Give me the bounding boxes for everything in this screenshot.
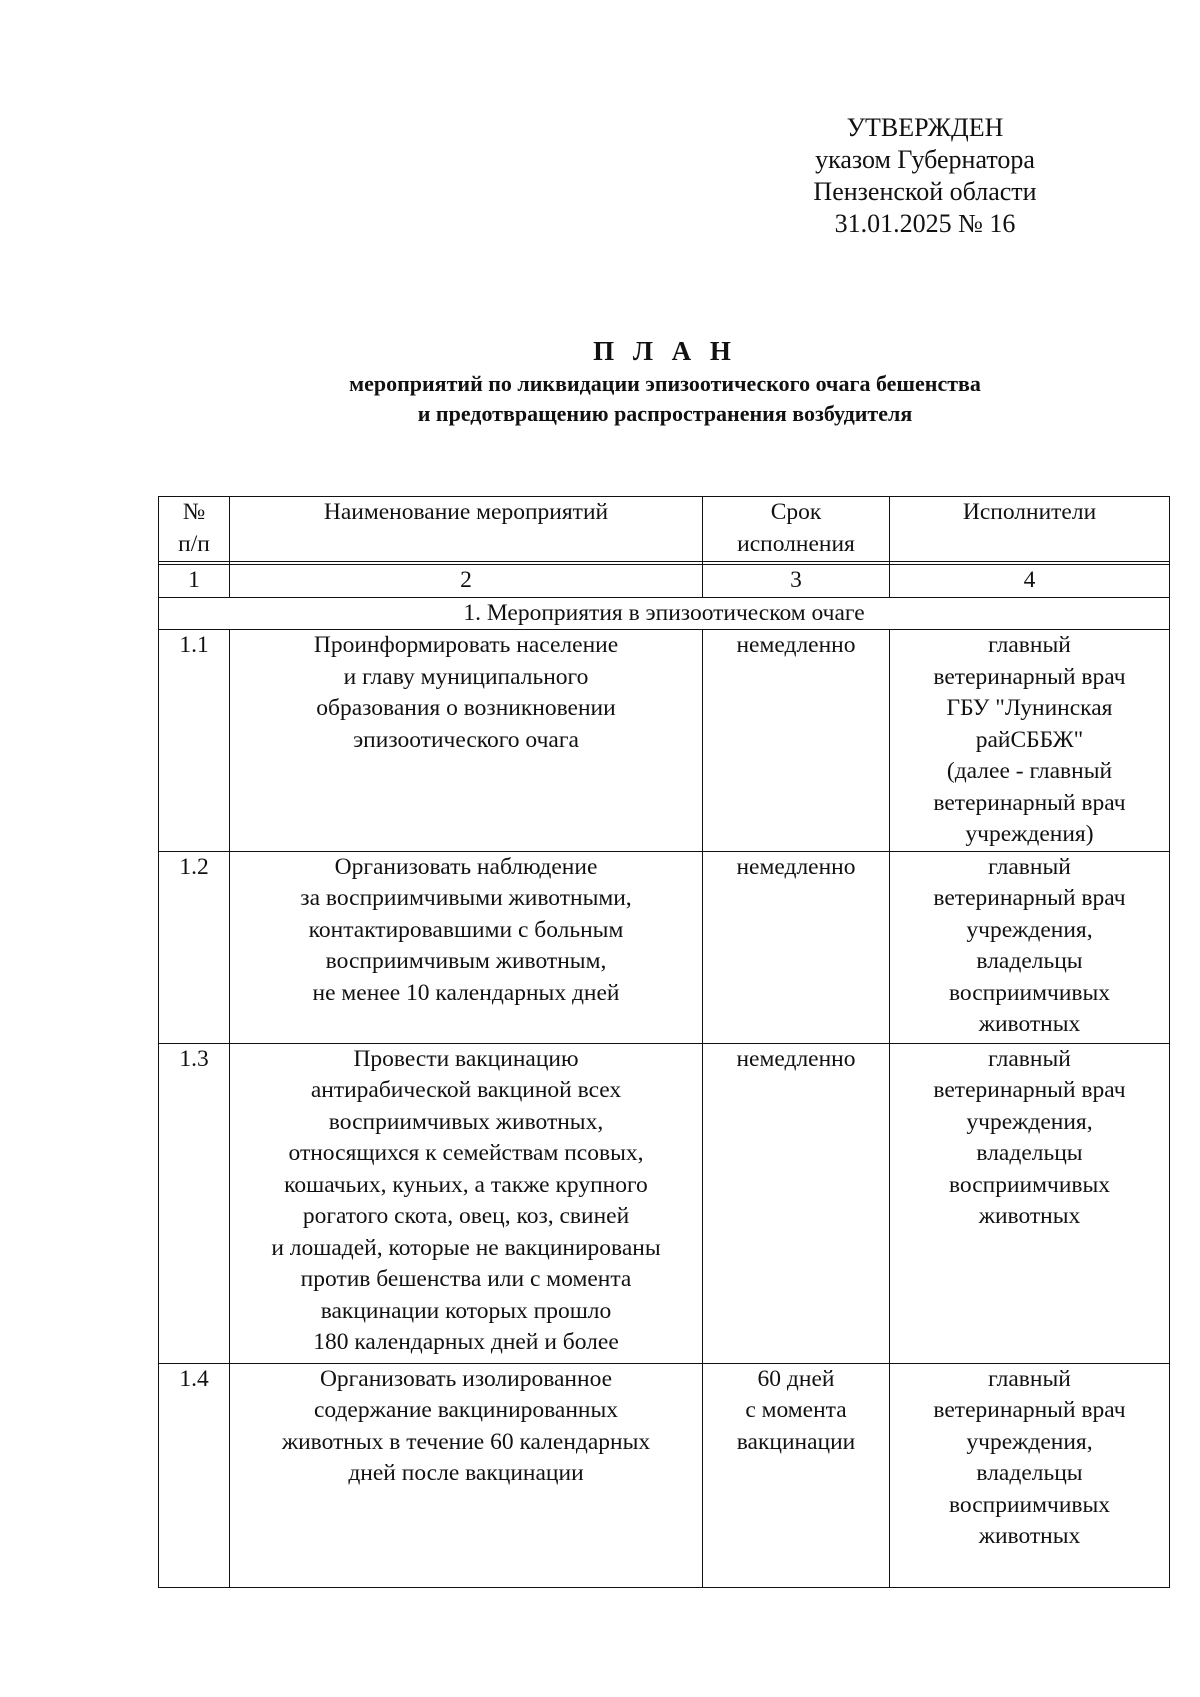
row-name-line: животных в течение 60 календарных <box>281 1428 651 1455</box>
row-executors <box>890 630 1170 852</box>
row-executors-line: восприимчивых <box>948 1171 1111 1198</box>
approval-line-3: Пензенской области <box>813 177 1037 206</box>
row-name-line: образования о возникновении <box>316 695 616 721</box>
header-term-line: Срок <box>770 499 822 525</box>
row-name-line: против бешенства или с момента <box>300 1266 632 1292</box>
row-name-line: дней после вакцинации <box>348 1460 584 1486</box>
row-executors-line: ветеринарный врач <box>933 663 1126 690</box>
row-number: 1.2 <box>159 851 230 1043</box>
section-title: 1. Мероприятия в эпизоотическом очаге <box>159 597 1170 630</box>
row-term-line: вакцинации <box>736 1428 856 1455</box>
row-executors <box>890 851 1170 1043</box>
header-executors <box>890 497 1170 562</box>
table-header-row <box>159 497 1170 562</box>
row-name-line: кошачьих, куньих, а также крупного <box>284 1171 648 1198</box>
row-name-line: не менее 10 календарных дней <box>312 979 620 1006</box>
header-name <box>230 497 703 562</box>
row-term-line: немедленно <box>736 632 856 658</box>
row-number: 1.4 <box>159 1363 230 1587</box>
row-name-line: и главу муниципального <box>343 663 589 690</box>
row-name <box>230 630 703 852</box>
row-term-line: немедленно <box>736 853 856 880</box>
column-number: 2 <box>230 565 703 598</box>
row-term <box>703 851 890 1043</box>
row-executors-line: главный <box>988 632 1071 658</box>
header-num-line: № <box>182 499 206 525</box>
row-term <box>703 1043 890 1363</box>
table-row <box>159 630 1170 852</box>
header-executors-line: Исполнители <box>962 499 1097 525</box>
row-name-line: рогатого скота, овец, коз, свиней <box>302 1203 630 1229</box>
row-name-line: Организовать наблюдение <box>334 853 598 880</box>
row-number: 1.3 <box>159 1043 230 1363</box>
row-name <box>230 851 703 1043</box>
row-name-line: относящихся к семействам псовых, <box>288 1140 644 1166</box>
row-executors-line: (далее - главный <box>946 758 1113 784</box>
row-executors-line: ветеринарный врач <box>933 885 1126 911</box>
row-executors <box>890 1363 1170 1587</box>
column-number: 3 <box>703 565 890 598</box>
row-executors-line: ветеринарный врач <box>933 789 1126 816</box>
row-executors-line: главный <box>988 1365 1071 1392</box>
approval-line-4: 31.01.2025 № 16 <box>834 209 1016 238</box>
header-term-line: исполнения <box>737 530 855 557</box>
document-title <box>140 333 1190 429</box>
row-term <box>703 630 890 852</box>
table-row <box>159 851 1170 1043</box>
row-executors-line: ветеринарный врач <box>933 1077 1126 1103</box>
row-executors <box>890 1043 1170 1363</box>
approval-line-2: указом Губернатора <box>815 145 1035 174</box>
table-row <box>159 1043 1170 1363</box>
row-term <box>703 1363 890 1587</box>
row-executors-line: главный <box>988 1045 1071 1072</box>
row-name-line: антирабической вакциной всех <box>310 1077 622 1103</box>
row-term-line: немедленно <box>736 1045 856 1072</box>
row-number: 1.1 <box>159 630 230 852</box>
row-name-line: Организовать изолированное <box>319 1365 613 1392</box>
row-name-line: содержание вакцинированных <box>313 1397 619 1423</box>
header-num-line: п/п <box>178 530 210 557</box>
row-executors-line: ГБУ "Лунинская <box>946 695 1113 721</box>
column-numbers-row <box>159 565 1170 598</box>
row-name <box>230 1043 703 1363</box>
row-executors-line: райСББЖ" <box>975 726 1084 753</box>
row-executors-line: учреждения, <box>966 1428 1093 1455</box>
title-line-1: мероприятий по ликвидации эпизоотического очага бешенства <box>349 371 981 396</box>
column-number: 1 <box>159 565 230 598</box>
row-executors-line: животных <box>978 1523 1081 1549</box>
row-executors-line: животных <box>978 1203 1081 1229</box>
section-row <box>159 597 1170 630</box>
approval-line-1: УТВЕРЖДЕН <box>846 113 1004 142</box>
row-name-line: восприимчивым животным, <box>325 948 607 974</box>
row-name-line: Провести вакцинацию <box>353 1045 579 1072</box>
row-name-line: и лошадей, которые не вакцинированы <box>271 1234 661 1261</box>
plan-table <box>158 496 1170 1588</box>
row-name-line: 180 календарных дней и более <box>313 1329 619 1355</box>
row-term-line: 60 дней <box>757 1365 835 1392</box>
row-executors-line: ветеринарный врач <box>933 1397 1126 1423</box>
row-executors-line: восприимчивых <box>948 1491 1111 1518</box>
row-executors-line: учреждения, <box>966 1108 1093 1135</box>
approval-stamp <box>780 112 1070 240</box>
title-line-2: и предотвращению распространения возбудителя <box>417 401 913 426</box>
row-executors-line: учреждения, <box>966 916 1093 943</box>
row-executors-line: восприимчивых <box>948 979 1111 1006</box>
row-name-line: контактировавшими с больным <box>308 916 624 943</box>
header-name-line: Наименование мероприятий <box>323 499 609 525</box>
row-executors-line: владельцы <box>976 948 1083 974</box>
row-name-line: за восприимчивыми животными, <box>300 885 632 911</box>
row-name-line: эпизоотического очага <box>353 726 579 753</box>
row-name <box>230 1363 703 1587</box>
row-name-line: Проинформировать население <box>313 632 619 658</box>
row-term-line: с момента <box>745 1397 847 1423</box>
row-executors-line: животных <box>978 1011 1081 1037</box>
row-name-line: восприимчивых животных, <box>328 1108 604 1135</box>
plan-table-wrapper <box>158 496 1169 1588</box>
header-term <box>703 497 890 562</box>
table-row <box>159 1363 1170 1587</box>
column-number: 4 <box>890 565 1170 598</box>
row-executors-line: учреждения) <box>965 821 1094 847</box>
header-num <box>159 497 230 562</box>
row-name-line: вакцинации которых прошло <box>320 1297 612 1324</box>
row-executors-line: главный <box>988 853 1071 880</box>
row-executors-line: владельцы <box>976 1140 1083 1166</box>
row-executors-line: владельцы <box>976 1460 1083 1486</box>
title-heading: П Л А Н <box>593 336 737 366</box>
